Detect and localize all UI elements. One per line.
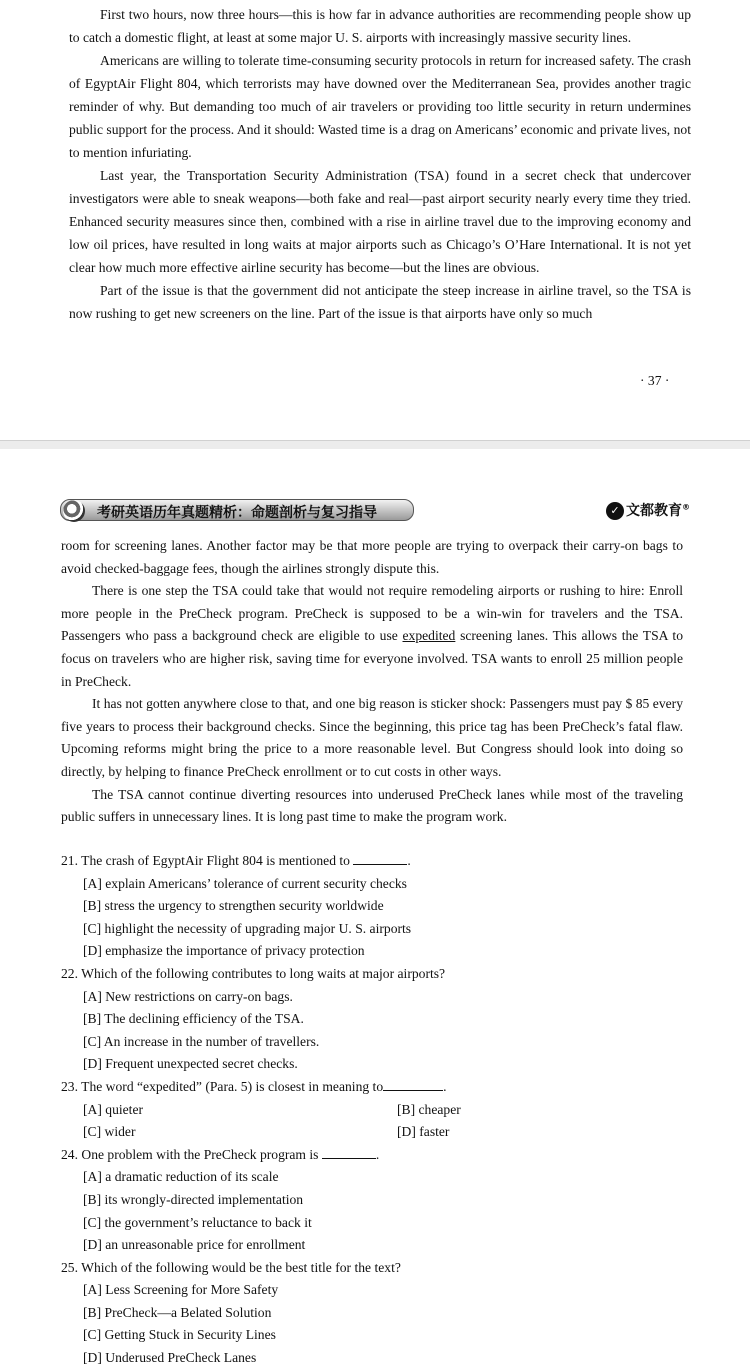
question-23: 23. The word “expedited” (Para. 5) is closest in meaning to . — [61, 1078, 447, 1094]
option: [C] the government’s reluctance to back it — [83, 1214, 312, 1230]
paragraph — [61, 580, 683, 693]
option: [A] explain Americans’ tolerance of current security checks — [83, 875, 407, 891]
option: [D] an unreasonable price for enrollment — [83, 1237, 306, 1253]
publisher-brand — [606, 500, 690, 520]
option: [C] Getting Stuck in Security Lines — [83, 1327, 276, 1343]
option: [A] a dramatic reduction of its scale — [83, 1169, 279, 1185]
paragraph: The TSA cannot continue diverting resources into underused PreCheck lanes while most of the traveling public suffers in unnecessary lines. It is long past time to make the program work. — [61, 786, 683, 825]
question-24: 24. One problem with the PreCheck program is . — [61, 1146, 380, 1162]
paragraph: Last year, the Transportation Security Administration (TSA) found in a secret check that undercover investigators were able to sneak weapons—both fake and real—past airport security nearly every time they tried. Enhanced security measures since then, combined with a rise in airline travel due to the improving economy and low oil prices, have resulted in long waits at major airports such as Chicago’s O’Hare International. It is not yet clear how much more effective airline security has become—but the lines are obvious. — [69, 168, 691, 275]
upper-text — [69, 3, 691, 325]
brand-name: 文都教育 — [626, 503, 682, 519]
paragraph: room for screening lanes. Another factor may be that more people are trying to overpack their carry-on bags to avoid checked-baggage fees, though the airlines strongly dispute this. — [61, 538, 683, 576]
question-22: 22. Which of the following contributes to long waits at major airports? — [61, 965, 446, 981]
paragraph: First two hours, now three hours—this is how far in advance authorities are recommending people show up to catch a domestic flight, at least at some major U. S. airports with increasingly massive security lines. — [69, 7, 691, 45]
option: [B] stress the urgency to strengthen security worldwide — [83, 898, 384, 914]
question-list — [61, 850, 691, 1370]
publisher-logo-icon: ✓ — [606, 502, 624, 520]
text-span: There is one step the TSA could take that would not require remodeling airports or rushing to hire: Enroll more people in the PreCheck program. PreCheck is supposed to be a win-win for travelers and the TSA. Passengers who pass a background check are eligible to use — [61, 583, 683, 644]
option: [A] Less Screening for More Safety — [83, 1282, 279, 1298]
answer-blank — [383, 1078, 443, 1091]
registered-mark: ® — [682, 502, 690, 512]
paragraph: Americans are willing to tolerate time-consuming security protocols in return for increased safety. The crash of EgyptAir Flight 804, which terrorists may have downed over the Mediterranean Sea, provides another tragic reminder of why. But demanding too much of air travelers or providing too little security in return undermines public support for the process. And it should: Wasted time is a drag on Americans’ economic and private lives, not to mention infuriating. — [69, 53, 691, 160]
paragraph: It has not gotten anywhere close to that, and one big reason is sticker shock: Passengers must pay $ 85 every five years to process their background checks. Since the beginning, this price tag has been PreCheck’s fatal flaw. Upcoming reforms might bring the price to a more reasonable level. But Congress should look into doing so directly, by helping to finance PreCheck enrollment or to cut costs in other ways. — [61, 696, 683, 779]
option: [D] Frequent unexpected secret checks. — [83, 1056, 298, 1072]
header-title: 考研英语历年真题精析：命题剖析与复习指导 — [97, 505, 377, 521]
running-header — [60, 497, 690, 523]
answer-blank — [353, 852, 407, 865]
page-lower — [0, 449, 750, 1372]
text-span: screening lanes. This allows the TSA to focus on travelers who are higher risk, saving time for everyone involved. TSA wants to enroll 25 million people in PreCheck. — [61, 628, 684, 689]
option: [C] wider — [83, 1124, 136, 1140]
option: [B] cheaper — [397, 1101, 461, 1117]
question-21: 21. The crash of EgyptAir Flight 804 is mentioned to . — [61, 853, 411, 868]
option-row — [83, 1121, 691, 1144]
option-row — [83, 1099, 691, 1122]
underlined-word: expedited — [402, 628, 456, 644]
option: [D] Underused PreCheck Lanes — [83, 1350, 257, 1366]
lower-text — [61, 535, 683, 829]
option: [B] The declining efficiency of the TSA. — [83, 1011, 304, 1027]
option: [D] emphasize the importance of privacy protection — [83, 943, 365, 959]
paragraph: Part of the issue is that the government did not anticipate the steep increase in airline travel, so the TSA is now rushing to get new screeners on the line. Part of the issue is that airports have only so much — [69, 283, 691, 321]
book-emblem-icon — [63, 500, 85, 522]
option: [D] faster — [397, 1124, 450, 1140]
option: [A] quieter — [83, 1101, 144, 1117]
option: [B] PreCheck—a Belated Solution — [83, 1304, 272, 1320]
answer-blank — [322, 1146, 376, 1159]
page-upper — [0, 0, 750, 440]
page-number: · 37 · — [640, 373, 670, 388]
option: [C] An increase in the number of travellers. — [83, 1033, 320, 1049]
option: [A] New restrictions on carry-on bags. — [83, 988, 293, 1004]
question-25: 25. Which of the following would be the best title for the text? — [61, 1259, 401, 1275]
option: [B] its wrongly-directed implementation — [83, 1191, 304, 1207]
option: [C] highlight the necessity of upgrading major U. S. airports — [83, 920, 412, 936]
header-banner — [60, 499, 414, 521]
